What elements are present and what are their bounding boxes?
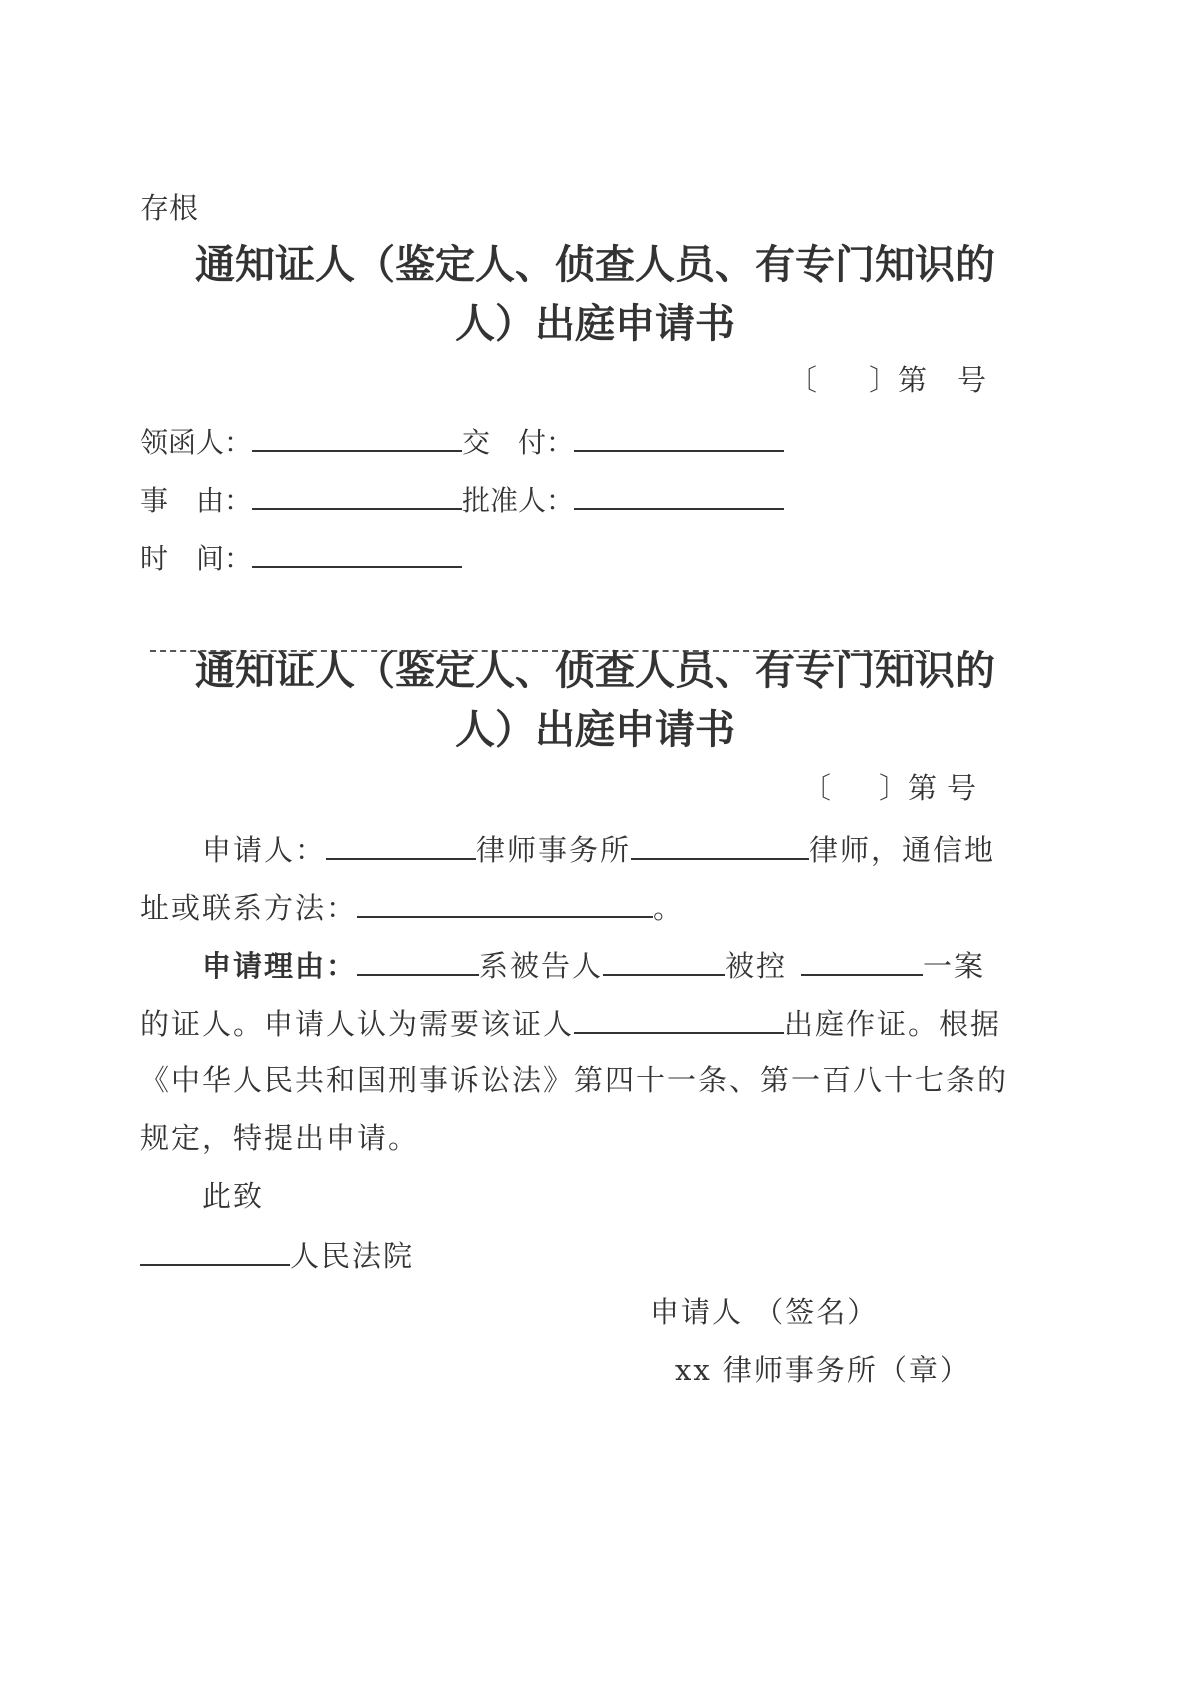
court-suffix: 人民法院 xyxy=(290,1239,415,1273)
application-doc-number xyxy=(802,768,976,808)
court-line xyxy=(140,1234,414,1276)
contact-line xyxy=(140,886,684,928)
stub-title-line2: 人）出庭申请书 xyxy=(455,301,735,347)
witness-text-2: 出庭作证。根据 xyxy=(784,1007,1002,1041)
reason-line xyxy=(202,944,985,986)
accused-text: 被控 xyxy=(725,949,788,983)
recipient-field[interactable] xyxy=(252,420,462,452)
law-line: 《中华人民共和国刑事诉讼法》第四十一条、第一百八十七条的 xyxy=(140,1063,1009,1097)
witness-text-1: 的证人。申请人认为需要该证人 xyxy=(140,1007,575,1041)
witness-field[interactable] xyxy=(574,1002,784,1034)
firm-seal-line: xx 律师事务所（章） xyxy=(675,1353,971,1387)
delivery-field[interactable] xyxy=(574,420,784,452)
salutation: 此致 xyxy=(202,1179,265,1213)
application-title-line1: 通知证人（鉴定人、侦查人员、有专门知识的 xyxy=(195,648,995,694)
applicant-line xyxy=(202,828,995,870)
stub-doc-number xyxy=(788,360,986,400)
application-doc-number-close: 〕第 xyxy=(879,771,938,805)
defendant-name-field[interactable] xyxy=(603,944,725,976)
applicant-prefix: 申请人： xyxy=(202,833,327,867)
application-doc-number-suffix: 号 xyxy=(947,771,977,805)
time-field[interactable] xyxy=(252,536,462,568)
time-label: 时 间： xyxy=(140,542,253,575)
signature-line: 申请人 （签名） xyxy=(650,1295,879,1329)
provision-line: 规定，特提出申请。 xyxy=(140,1121,420,1155)
approver-label: 批准人： xyxy=(462,484,575,517)
court-name-field[interactable] xyxy=(140,1234,290,1266)
contact-text: 址或联系方法： xyxy=(140,891,358,925)
stub-recipient-row xyxy=(140,420,784,463)
defendant-text: 系被告人 xyxy=(479,949,604,983)
charge-field[interactable] xyxy=(801,944,923,976)
application-reason-label: 申请理由： xyxy=(202,949,358,983)
contact-field[interactable] xyxy=(357,886,653,918)
recipient-label: 领函人： xyxy=(140,426,253,459)
witness-name-field[interactable] xyxy=(357,944,479,976)
reason-field[interactable] xyxy=(252,478,462,510)
stub-reason-row xyxy=(140,478,784,521)
applicant-name-field[interactable] xyxy=(326,828,476,860)
lawyer-name-field[interactable] xyxy=(631,828,809,860)
stub-time-row xyxy=(140,536,462,579)
contact-period: 。 xyxy=(653,891,685,925)
stub-doc-number-open: 〔 xyxy=(788,363,818,397)
stub-doc-number-close: 〕第 xyxy=(869,363,928,397)
stub-doc-number-suffix: 号 xyxy=(957,363,987,397)
lawyer-text: 律师，通信地 xyxy=(809,833,996,867)
approver-field[interactable] xyxy=(574,478,784,510)
witness-line xyxy=(140,1002,1001,1044)
stub-label: 存根 xyxy=(140,191,199,225)
delivery-label: 交 付： xyxy=(462,426,575,459)
case-text: 一案 xyxy=(923,949,986,983)
law-firm-text: 律师事务所 xyxy=(476,833,632,867)
application-title-line2: 人）出庭申请书 xyxy=(455,707,735,753)
stub-title-line1: 通知证人（鉴定人、侦查人员、有专门知识的 xyxy=(195,242,995,288)
reason-label: 事 由： xyxy=(140,484,253,517)
application-doc-number-open: 〔 xyxy=(802,771,832,805)
